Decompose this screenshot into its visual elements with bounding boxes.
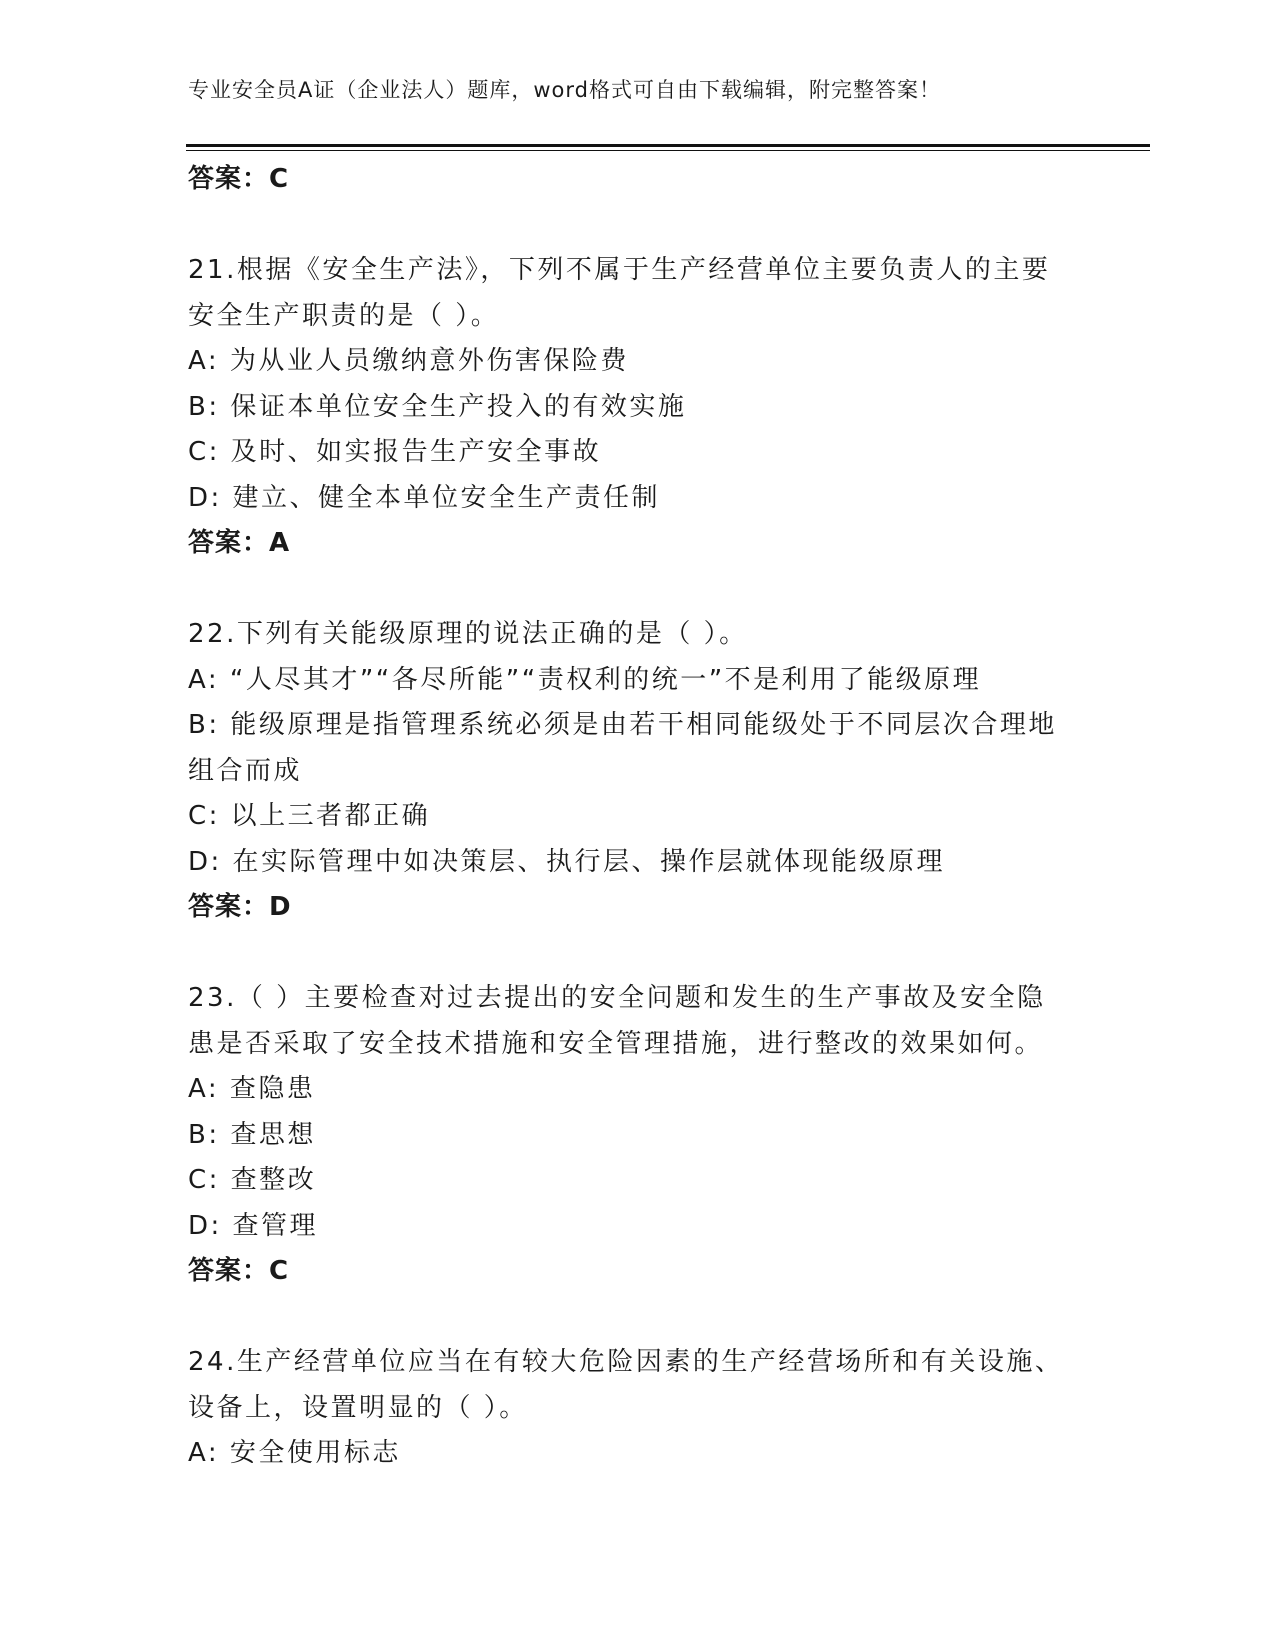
spacer xyxy=(188,931,1088,977)
header-rule-thick xyxy=(186,144,1150,147)
option-a: A: 为从业人员缴纳意外伤害保险费 xyxy=(188,346,629,376)
answer-line: 答案：C xyxy=(188,164,290,194)
option-c: C: 及时、如实报告生产安全事故 xyxy=(188,437,602,467)
question-stem: 21.根据《安全生产法》，下列不属于生产经营单位主要负责人的主要 xyxy=(188,255,1051,285)
option-a: A: 查隐患 xyxy=(188,1074,316,1104)
question-block xyxy=(188,1340,1088,1477)
option-c: C: 以上三者都正确 xyxy=(188,801,431,831)
question-content xyxy=(188,157,1088,1477)
spacer xyxy=(188,203,1088,249)
question-stem: 22.下列有关能级原理的说法正确的是（ ）。 xyxy=(188,619,748,649)
option-b: B: 能级原理是指管理系统必须是由若干相同能级处于不同层次合理地 xyxy=(188,710,1057,740)
option-d: D: 建立、健全本单位安全生产责任制 xyxy=(188,482,661,513)
question-block xyxy=(188,248,1088,567)
option-d: D: 查管理 xyxy=(188,1210,319,1241)
spacer xyxy=(188,567,1088,613)
question-block xyxy=(188,612,1088,931)
question-stem: 安全生产职责的是（ ）。 xyxy=(188,300,500,331)
option-b: B: 保证本单位安全生产投入的有效实施 xyxy=(188,391,687,422)
answer-line: 答案：C xyxy=(188,1256,290,1286)
answer-line: 答案：A xyxy=(188,528,291,558)
page-header: 专业安全员A证（企业法人）题库，word格式可自由下载编辑，附完整答案！ xyxy=(188,78,941,102)
answer-line: 答案：D xyxy=(188,892,292,922)
header-rule-thin xyxy=(186,150,1150,151)
question-block xyxy=(188,976,1088,1295)
option-b: B: 查思想 xyxy=(188,1119,316,1150)
question-stem: 24.生产经营单位应当在有较大危险因素的生产经营场所和有关设施、 xyxy=(188,1347,1064,1377)
question-stem: 23.（ ）主要检查对过去提出的安全问题和发生的生产事故及安全隐 xyxy=(188,983,1046,1013)
option-a: A: “人尽其才”“各尽所能”“责权利的统一”不是利用了能级原理 xyxy=(188,664,982,695)
option-d: D: 在实际管理中如决策层、执行层、操作层就体现能级原理 xyxy=(188,846,946,877)
question-stem: 设备上，设置明显的（ ）。 xyxy=(188,1392,528,1423)
option-a: A: 安全使用标志 xyxy=(188,1438,401,1468)
option-c: C: 查整改 xyxy=(188,1165,317,1195)
question-stem: 患是否采取了安全技术措施和安全管理措施，进行整改的效果如何。 xyxy=(188,1028,1044,1059)
spacer xyxy=(188,1295,1088,1341)
option-b-continued: 组合而成 xyxy=(188,755,303,786)
